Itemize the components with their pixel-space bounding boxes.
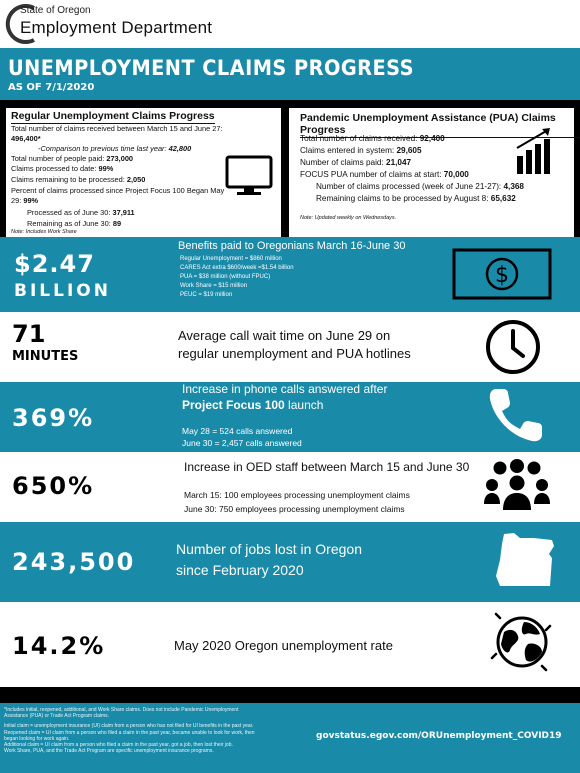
footer-note: *Includes initial, reopened, additional, and Work Share claims. Does not include Pandemic Unemployment bbox=[4, 707, 239, 713]
calls-line2: Project Focus 100 launch bbox=[182, 398, 324, 412]
frame-top bbox=[0, 100, 580, 108]
pua-line3: Number of claims paid: 21,047 bbox=[300, 158, 412, 167]
footer-note: Assistance (PUA) or Trade Act Program claims. bbox=[4, 713, 110, 720]
logo-department: Employment Department bbox=[20, 18, 213, 37]
benefits-title: Benefits paid to Oregonians March 16-June 30 bbox=[178, 240, 406, 252]
divider-strip bbox=[0, 687, 580, 703]
footer-note: began looking for work again. bbox=[4, 735, 70, 742]
phone-icon bbox=[486, 385, 546, 445]
pua-line4: FOCUS PUA number of claims at start: 70,000 bbox=[300, 170, 469, 179]
people-group-icon bbox=[482, 458, 552, 512]
pua-line2: Claims entered in system: 29,605 bbox=[300, 146, 422, 155]
staff-detail1: March 15: 100 employees processing unemployment claims bbox=[184, 490, 410, 500]
page-title: UNEMPLOYMENT CLAIMS PROGRESS bbox=[8, 56, 415, 80]
benefits-item: Work Share = $15 million bbox=[180, 283, 248, 289]
regular-claims-title: Regular Unemployment Claims Progress bbox=[11, 110, 215, 122]
regular-line1-value: 496,400* bbox=[11, 134, 41, 143]
regular-line4: Claims processed to date: 99% bbox=[11, 164, 114, 173]
regular-line8: Remaining as of June 30: 89 bbox=[27, 219, 122, 228]
rate-line1: May 2020 Oregon unemployment rate bbox=[174, 638, 393, 653]
benefits-item: Regular Unemployment = $860 million bbox=[180, 256, 282, 262]
page-subtitle: AS OF 7/1/2020 bbox=[8, 82, 95, 93]
svg-text:$: $ bbox=[495, 263, 509, 288]
jobs-number: 243,500 bbox=[12, 548, 136, 576]
footer-notes bbox=[4, 707, 294, 754]
benefits-amount: $2.47 bbox=[14, 250, 95, 278]
footer-note: Reopened claim = UI claim from a person who filed a claim in the past year, became unable to look for work, then bbox=[4, 729, 255, 736]
wait-unit: MINUTES bbox=[12, 349, 79, 364]
benefits-item: PUA = $38 million (without FPUC) bbox=[180, 274, 271, 280]
bar-chart-icon bbox=[514, 126, 560, 176]
footer-note: Additional claim = UI claim from a person who filed a claim in the past year, got a job, then lost their job. bbox=[4, 742, 233, 749]
benefits-item: CARES Act extra $600/week =$1.54 billion bbox=[180, 265, 294, 271]
regular-line3: Total number of people paid: 273,000 bbox=[11, 154, 134, 163]
pua-line1: Total number of claims received: 92,400 bbox=[300, 134, 445, 143]
logo-state: State of Oregon bbox=[20, 5, 91, 16]
calls-detail1: May 28 = 524 calls answered bbox=[182, 426, 293, 436]
regular-line6: Percent of claims processed since Project Focus 100 Began May bbox=[11, 186, 225, 195]
wait-line2: regular unemployment and PUA hotlines bbox=[178, 346, 411, 361]
benefits-list bbox=[180, 255, 294, 300]
regular-line7: Processed as of June 30: 37,911 bbox=[27, 208, 135, 217]
pua-line6: Remaining claims to be processed by August 8: 65,632 bbox=[316, 194, 516, 203]
pua-claims-title: Pandemic Unemployment Assistance (PUA) Claims Progress bbox=[300, 112, 580, 138]
frame-divider bbox=[281, 100, 289, 237]
footer-note: Initial claim = unemployment insurance (UI) claim from a person who has not filed for UI benefits in the past year. bbox=[4, 723, 254, 730]
staff-number: 650% bbox=[12, 472, 95, 500]
benefits-unit: BILLION bbox=[14, 281, 111, 301]
calls-number: 369% bbox=[12, 404, 95, 432]
dollar-bill-icon bbox=[452, 248, 552, 300]
jobs-line2: since February 2020 bbox=[176, 562, 304, 578]
pua-note: Note: Updated weekly on Wednesdays. bbox=[300, 215, 397, 221]
regular-line2: -Comparison to previous time last year: 42,800 bbox=[38, 144, 192, 153]
footer-url-link[interactable]: govstatus.egov.com/ORUnemployment_COVID19 bbox=[316, 731, 562, 741]
regular-line5: Claims remaining to be processed: 2,050 bbox=[11, 175, 146, 184]
regular-note: Note: Includes Work Share bbox=[11, 229, 77, 235]
wait-number: 71 bbox=[12, 320, 46, 348]
regular-line6b: 29: 99% bbox=[11, 196, 39, 205]
oregon-map-icon bbox=[494, 530, 558, 594]
staff-detail2: June 30: 750 employees processing unemployment claims bbox=[184, 504, 405, 514]
pua-line5: Number of claims processed (week of June 21-27): 4,368 bbox=[316, 182, 524, 191]
footer-note: Work Share, PUA, and the Trade Act Program are specific unemployment insurance programs. bbox=[4, 748, 214, 755]
calls-detail2: June 30 = 2,457 calls answered bbox=[182, 438, 302, 448]
regular-line1: Total number of claims received between March 15 and June 27: bbox=[11, 124, 223, 133]
staff-line1: Increase in OED staff between March 15 and June 30 bbox=[184, 460, 470, 474]
globe-icon bbox=[490, 610, 554, 674]
monitor-icon bbox=[225, 155, 273, 197]
wait-line1: Average call wait time on June 29 on bbox=[178, 328, 391, 343]
rate-number: 14.2% bbox=[12, 632, 106, 660]
clock-icon bbox=[484, 318, 542, 376]
benefits-item: PEUC = $19 million bbox=[180, 292, 233, 298]
jobs-line1: Number of jobs lost in Oregon bbox=[176, 541, 362, 557]
calls-line1: Increase in phone calls answered after bbox=[182, 382, 388, 396]
